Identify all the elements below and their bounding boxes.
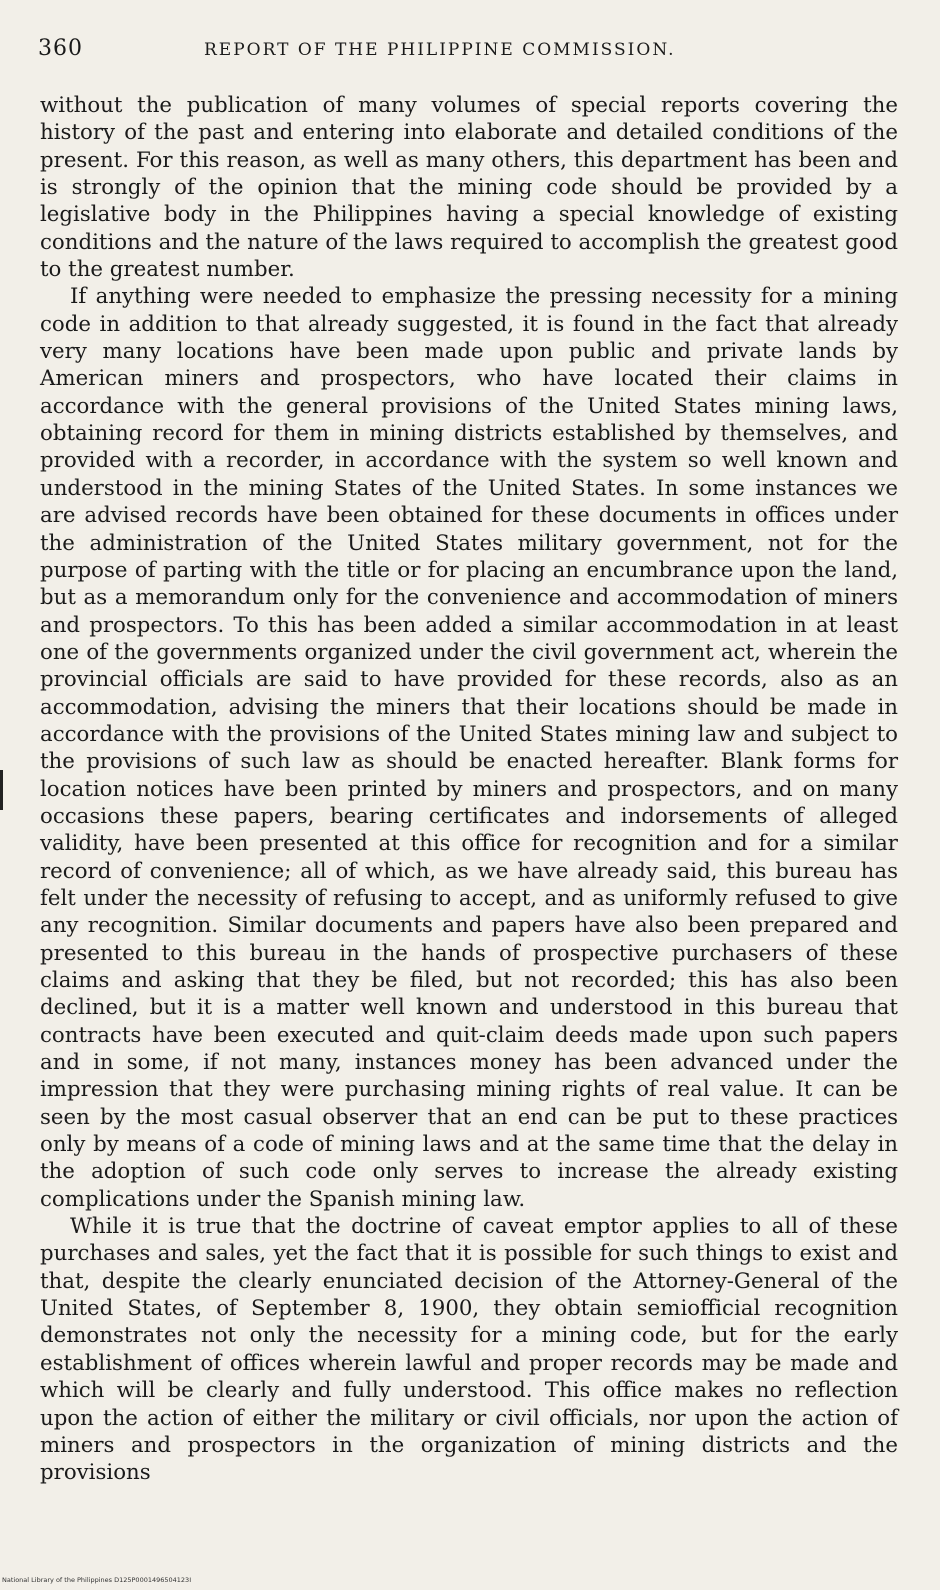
page-header: [38, 36, 908, 68]
scan-source-footer: National Library of the Philippines D125P0001496504123I: [2, 1576, 192, 1584]
body-text: [40, 92, 898, 1487]
scan-edge-mark: [0, 770, 3, 810]
running-head: REPORT OF THE PHILIPPINE COMMISSION.: [204, 40, 676, 60]
paragraph: If anything were needed to emphasize the pressing necessity for a mining code in addition to that already suggested, it is found in the fact that already very many locations have been made upon public and private lands by American miners and prospectors, who have located their claims in accordance with the general provisions of the United States mining laws, obtaining record for them in mining districts established by themselves, and provided with a recorder, in accordance with the system so well known and understood in the mining States of the United States. In some instances we are advised records have been obtained for these documents in offices under the administration of the United States military government, not for the purpose of parting with the title or for placing an encumbrance upon the land, but as a memorandum only for the convenience and accommodation of miners and prospectors. To this has been added a similar accommodation in at least one of the governments organized under the civil government act, wherein the provincial officials are said to have provided for these records, also as an accommodation, advising the miners that their locations should be made in accordance with the provisions of the United States mining law and subject to the provisions of such law as should be enacted hereafter. Blank forms for location notices have been printed by miners and prospectors, and on many occasions these papers, bearing certificates and indorsements of alleged validity, have been presented at this office for recognition and for a similar record of convenience; all of which, as we have already said, this bureau has felt under the necessity of refusing to accept, and as uniformly refused to give any recognition. Similar documents and papers have also been prepared and presented to this bureau in the hands of prospective purchasers of these claims and asking that they be filed, but not recorded; this has also been declined, but it is a matter well known and understood in this bureau that contracts have been executed and quit-claim deeds made upon such papers and in some, if not many, instances money has been advanced under the impression that they were purchasing mining rights of real value. It can be seen by the most casual observer that an end can be put to these practices only by means of a code of mining laws and at the same time that the delay in the adoption of such code only serves to increase the already existing complications under the Spanish mining law.: [40, 284, 898, 1212]
paragraph-continued: without the publication of many volumes of special reports covering the history of the past and entering into elaborate and detailed conditions of the present. For this reason, as well as many others, this department has been and is strongly of the opinion that the mining code should be provided by a legislative body in the Philippines having a special knowledge of existing conditions and the nature of the laws required to accomplish the greatest good to the greatest number.: [40, 93, 898, 283]
page-number: 360: [38, 36, 83, 61]
paragraph: While it is true that the doctrine of caveat emptor applies to all of these purchases and sales, yet the fact that it is possible for such things to exist and that, despite the clearly enunciated decision of the Attorney-General of the United States, of September 8, 1900, they obtain semiofficial recognition demonstrates not only the necessity for a mining code, but for the early establishment of offices wherein lawful and proper records may be made and which will be clearly and fully understood. This office makes no reflection upon the action of either the military or civil officials, nor upon the action of miners and prospectors in the organization of mining districts and the provisions: [40, 1214, 898, 1486]
